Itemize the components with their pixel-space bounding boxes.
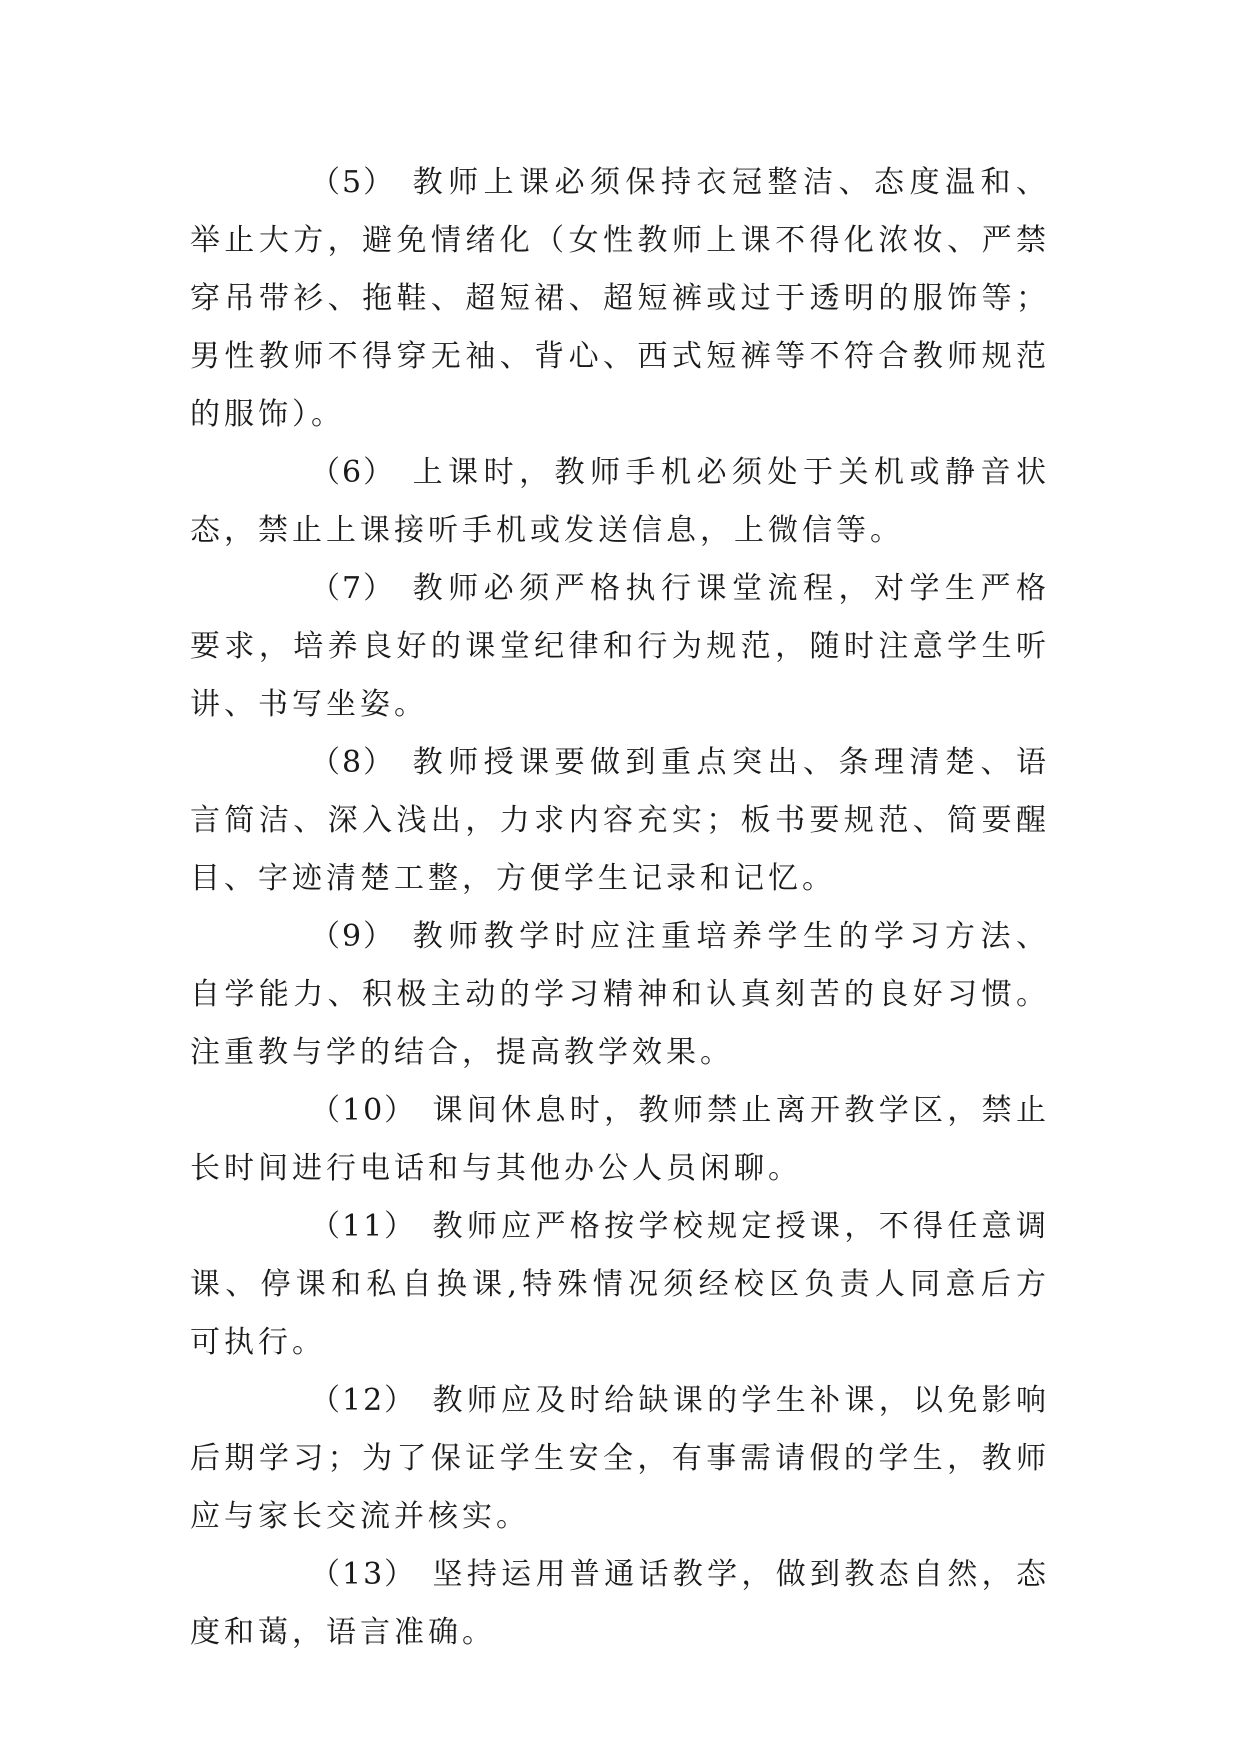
document-page (190, 154, 1050, 1662)
paragraph-number: （6） (310, 455, 396, 490)
paragraph-10 (190, 1082, 1050, 1198)
paragraph-text: 教师必须严格执行课堂流程，对学生严格要求，培养良好的课堂纪律和行为规范，随时注意学生听讲、书写坐姿。 (190, 571, 1050, 722)
paragraph-number: （12） (310, 1383, 417, 1418)
paragraph-12 (190, 1372, 1050, 1546)
paragraph-text: 教师上课必须保持衣冠整洁、态度温和、举止大方，避免情绪化（女性教师上课不得化浓妆、严禁穿吊带衫、拖鞋、超短裙、超短裤或过于透明的服饰等；男性教师不得穿无袖、背心、西式短裤等不符合教师规范的服饰）。 (190, 165, 1050, 432)
paragraph-text: 教师教学时应注重培养学生的学习方法、自学能力、积极主动的学习精神和认真刻苦的良好习惯。注重教与学的结合，提高教学效果。 (190, 919, 1050, 1070)
paragraph-text: 坚持运用普通话教学，做到教态自然，态度和蔼，语言准确。 (190, 1557, 1050, 1650)
paragraph-number: （8） (310, 745, 396, 780)
paragraph-text: 课间休息时，教师禁止离开教学区，禁止长时间进行电话和与其他办公人员闲聊。 (190, 1093, 1050, 1186)
paragraph-9 (190, 908, 1050, 1082)
paragraph-6 (190, 444, 1050, 560)
paragraph-number: （9） (310, 919, 396, 954)
paragraph-number: （7） (310, 571, 396, 606)
paragraph-text: 教师授课要做到重点突出、条理清楚、语言简洁、深入浅出，力求内容充实；板书要规范、简要醒目、字迹清楚工整，方便学生记录和记忆。 (190, 745, 1050, 896)
paragraph-8 (190, 734, 1050, 908)
paragraph-number: （5） (310, 165, 396, 200)
paragraph-number: （13） (310, 1557, 417, 1592)
paragraph-13 (190, 1546, 1050, 1662)
paragraph-7 (190, 560, 1050, 734)
paragraph-5 (190, 154, 1050, 444)
paragraph-text: 上课时，教师手机必须处于关机或静音状态，禁止上课接听手机或发送信息，上微信等。 (190, 455, 1050, 548)
paragraph-number: （11） (310, 1209, 417, 1244)
paragraph-text: 教师应严格按学校规定授课，不得任意调课、停课和私自换课,特殊情况须经校区负责人同意后方可执行。 (190, 1209, 1050, 1360)
paragraph-text: 教师应及时给缺课的学生补课，以免影响后期学习；为了保证学生安全，有事需请假的学生，教师应与家长交流并核实。 (190, 1383, 1050, 1534)
paragraph-11 (190, 1198, 1050, 1372)
paragraph-number: （10） (310, 1093, 417, 1128)
